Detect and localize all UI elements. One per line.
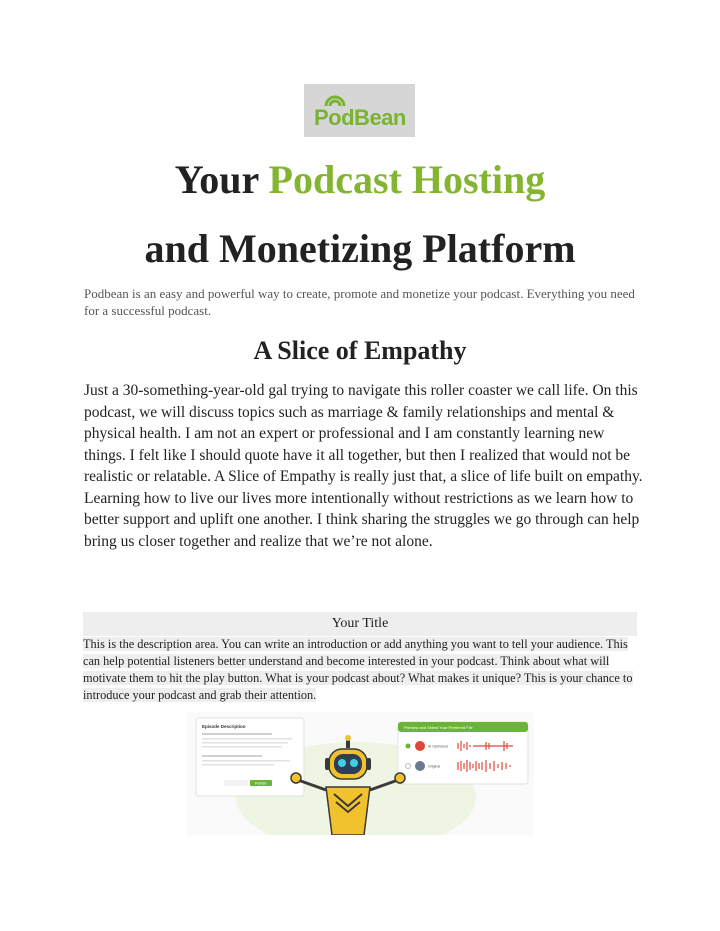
ai-optimized-label: AI Optimized — [428, 744, 449, 749]
headline-line-2: and Monetizing Platform — [144, 226, 576, 271]
publish-button-label: Publish — [255, 781, 267, 786]
headline-prefix: Your — [174, 157, 259, 202]
info-box-description-text: This is the description area. You can write an introduction or add anything you want to tell your audience. This can help potential listeners better understand and become interested in your podcast. Think about what will motivate them to hit the play button. What is your podcast about? What makes it unique? This is your chance to introduce your podcast and grab their attention. — [83, 637, 633, 702]
podcast-title: A Slice of Empathy — [253, 336, 467, 365]
intro-paragraph: Podbean is an easy and powerful way to create, promote and monetize your podcast. Everything you need for a successful podcast. — [84, 286, 635, 318]
radio-selected-icon — [406, 744, 411, 749]
preview-files-title: Preview and Select Your Preferred File — [404, 725, 473, 730]
preview-files-card — [398, 722, 528, 784]
episode-description-title: Episode Description — [202, 724, 246, 729]
headline-accent: Podcast Hosting — [268, 157, 546, 202]
info-box — [83, 612, 637, 706]
promo-illustration-svg — [186, 712, 534, 835]
info-box-description — [83, 636, 637, 704]
headline-line-1 — [0, 156, 720, 203]
podbean-logo — [304, 84, 415, 137]
original-label: Original — [428, 764, 441, 769]
user-icon — [415, 761, 425, 771]
podcast-description: Just a 30-something-year-old gal trying to navigate this roller coaster we call life. On this podcast, we will discuss topics such as marriage & family relationships and mental & physical health. I am not an expert or professional and I am constantly learning new things. I felt like I should quote have it all together, but then I realized that would not be realistic or relatable. A Slice of Empathy is really just that, a slice of life built on empathy. Learning how to live our lives more intentionally without restrictions as we learn how to better support and uplift one another. I think sharing the struggles we go through can help bring us closer together and realize that we’re not alone. — [84, 382, 643, 550]
episode-description-card — [196, 718, 304, 796]
promo-illustration — [186, 712, 534, 835]
avatar-icon — [415, 741, 425, 751]
info-box-title: Your Title — [83, 612, 637, 636]
logo-wordmark: PodBean — [314, 105, 406, 130]
